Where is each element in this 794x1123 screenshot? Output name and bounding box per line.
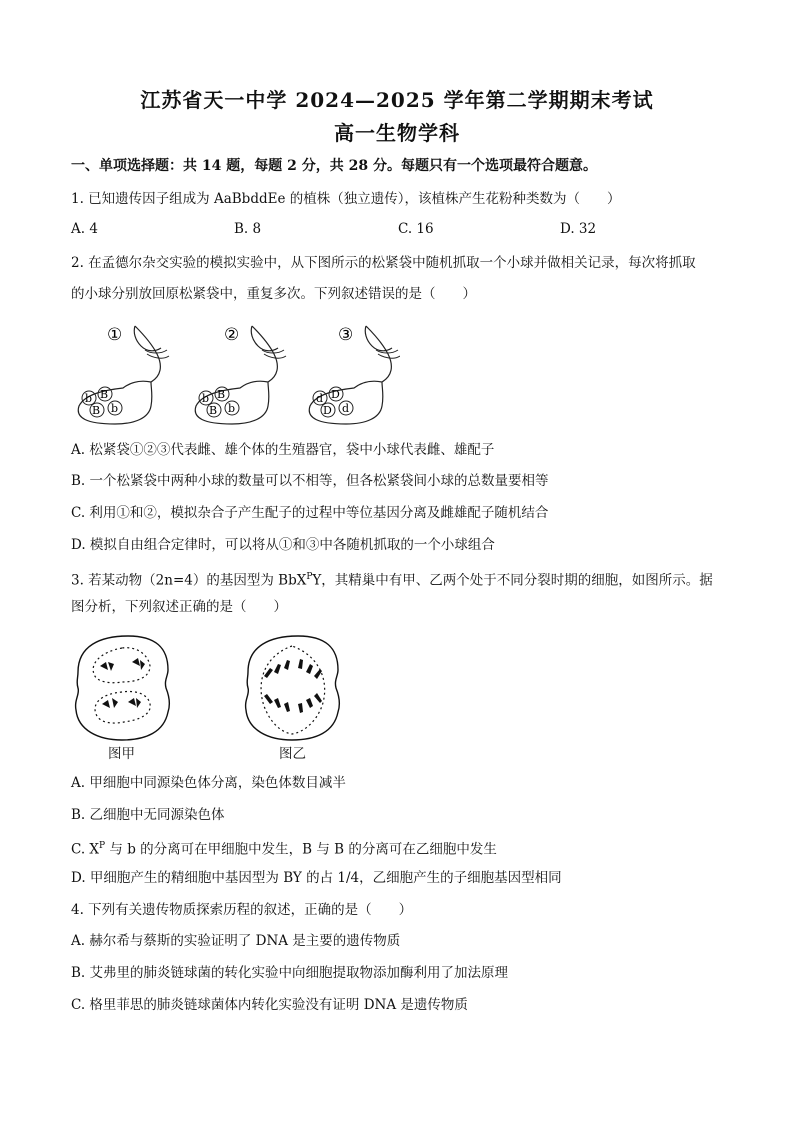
- bag-1-ball-2: B: [100, 388, 109, 401]
- cells-figure: [70, 632, 370, 742]
- bag-1-ball-4: b: [111, 402, 119, 415]
- q3-stem-line2: 图分析，下列叙述正确的是（ ）: [71, 599, 287, 615]
- q4-stem: 4. 下列有关遗传物质探索历程的叙述，正确的是（ ）: [71, 902, 413, 918]
- bag-1: [78, 325, 169, 424]
- q1-option-a: A. 4: [71, 221, 98, 237]
- q3-stem-line1: 3. 若某动物（2n=4）的基因型为 BbX$^P$Y，其精巢中有甲、乙两个处于不同分裂时期的细胞，如图所示。据: [71, 572, 713, 589]
- q1-option-d: D. 32: [560, 221, 597, 237]
- q1-option-c: C. 16: [398, 221, 434, 237]
- q4-option-c: C. 格里菲思的肺炎链球菌体内转化实验没有证明 DNA 是遗传物质: [71, 997, 468, 1013]
- bag-3-number: ③: [338, 325, 354, 345]
- cell-yi: [246, 636, 340, 740]
- exam-title: 江苏省天一中学 2024—2025 学年第二学期期末考试: [140, 88, 654, 112]
- exam-subtitle: 高一生物学科: [334, 121, 460, 145]
- q2-option-b: B. 一个松紧袋中两种小球的数量可以不相等，但各松紧袋间小球的总数量要相等: [71, 473, 549, 489]
- q4-option-b: B. 艾弗里的肺炎链球菌的转化实验中向细胞提取物添加酶利用了加法原理: [71, 965, 509, 981]
- q1-option-b: B. 8: [234, 221, 262, 237]
- q1-stem: 1. 已知遗传因子组成为 AaBbddEe 的植株（独立遗传），该植株产生花粉种类数为（ ）: [71, 191, 621, 207]
- q3-option-c: C. $X^P$ 与 b 的分离可在甲细胞中发生，B 与 B 的分离可在乙细胞中发生: [71, 841, 497, 858]
- fig-label-jia: 图甲: [108, 746, 135, 762]
- bag-2: [195, 325, 286, 424]
- cell-jia: [76, 636, 170, 740]
- bags-figure: [70, 318, 400, 428]
- q3-option-a: A. 甲细胞中同源染色体分离，染色体数目减半: [71, 775, 346, 791]
- q3-option-d: D. 甲细胞产生的精细胞中基因型为 BY 的占 1/4，乙细胞产生的子细胞基因型相同: [71, 870, 562, 886]
- bag-1-ball-3: B: [92, 404, 101, 417]
- q2-option-c: C. 利用①和②，模拟杂合子产生配子的过程中等位基因分离及雌雄配子随机结合: [71, 505, 549, 521]
- section-heading: 一、单项选择题：共 14 题，每题 2 分，共 28 分。每题只有一个选项最符合题意。: [71, 158, 597, 174]
- bag-3: [309, 325, 400, 424]
- bag-2-ball-4: b: [228, 402, 236, 415]
- bag-2-ball-2: B: [217, 388, 226, 401]
- q4-option-a: A. 赫尔希与蔡斯的实验证明了 DNA 是主要的遗传物质: [71, 933, 401, 949]
- q2-option-d: D. 模拟自由组合定律时，可以将从①和③中各随机抓取的一个小球组合: [71, 537, 495, 553]
- bag-2-number: ②: [224, 325, 240, 345]
- fig-label-yi: 图乙: [279, 746, 306, 762]
- q3-option-b: B. 乙细胞中无同源染色体: [71, 807, 225, 823]
- bag-2-ball-1: b: [202, 392, 210, 405]
- q2-option-a: A. 松紧袋①②③代表雌、雄个体的生殖器官，袋中小球代表雌、雄配子: [71, 442, 495, 458]
- bag-2-ball-3: B: [209, 404, 218, 417]
- q2-stem-line1: 2. 在孟德尔杂交实验的模拟实验中，从下图所示的松紧袋中随机抓取一个小球并做相关记录，每次将抓取: [71, 255, 696, 271]
- bag-3-ball-1: d: [316, 392, 324, 405]
- bag-1-ball-1: b: [85, 392, 93, 405]
- bag-3-ball-2: D: [331, 388, 340, 401]
- q2-stem-line2: 的小球分别放回原松紧袋中，重复多次。下列叙述错误的是（ ）: [71, 286, 476, 302]
- bag-3-ball-4: d: [342, 402, 350, 415]
- bag-3-ball-3: D: [323, 404, 332, 417]
- bag-1-number: ①: [107, 325, 123, 345]
